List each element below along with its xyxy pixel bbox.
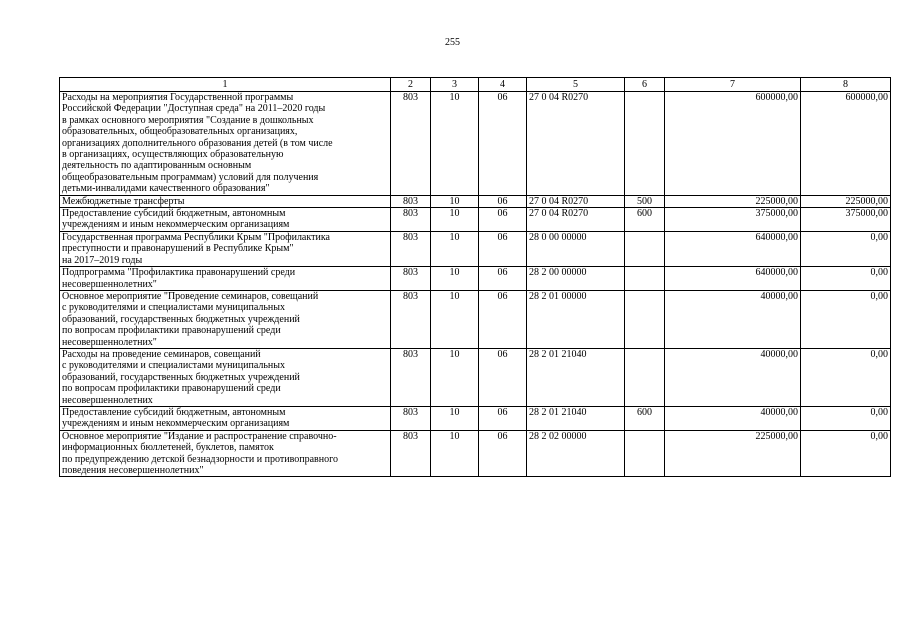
row-subsection-code: 06 bbox=[479, 290, 527, 348]
table-row bbox=[60, 406, 891, 430]
row-name: Расходы на проведение семинаров, совещаний с руководителями и специалистами муниципальных образований, государственных бюджетных учреждений по вопросам профилактики правонарушений среди несовершеннолетних bbox=[60, 348, 391, 406]
row-target-article: 28 2 01 00000 bbox=[527, 290, 625, 348]
row-section-code: 10 bbox=[431, 267, 479, 291]
row-name: Подпрограмма "Профилактика правонарушений среди несовершеннолетних" bbox=[60, 267, 391, 291]
row-department-code: 803 bbox=[391, 231, 431, 266]
row-department-code: 803 bbox=[391, 267, 431, 291]
row-expense-type bbox=[625, 267, 665, 291]
row-amount-federal: 600000,00 bbox=[801, 92, 891, 196]
row-name: Межбюджетные трансферты bbox=[60, 195, 391, 207]
row-expense-type: 600 bbox=[625, 406, 665, 430]
table-row bbox=[60, 208, 891, 232]
row-amount-federal: 0,00 bbox=[801, 430, 891, 477]
row-expense-type bbox=[625, 348, 665, 406]
table-row bbox=[60, 195, 891, 207]
row-subsection-code: 06 bbox=[479, 208, 527, 232]
row-subsection-code: 06 bbox=[479, 406, 527, 430]
row-department-code: 803 bbox=[391, 195, 431, 207]
row-subsection-code: 06 bbox=[479, 430, 527, 477]
row-amount-federal: 0,00 bbox=[801, 231, 891, 266]
row-name: Основное мероприятие "Издание и распространение справочно- информационных бюллетеней, буклетов, памяток по предупреждению детской безнадзорности и противоправного поведения несовершеннолетних" bbox=[60, 430, 391, 477]
row-amount-total: 640000,00 bbox=[665, 267, 801, 291]
row-amount-federal: 0,00 bbox=[801, 406, 891, 430]
row-name: Расходы на мероприятия Государственной программы Российской Федерации "Доступная среда" на 2011–2020 годы в рамках основного мероприятия "Создание в дошкольных образовательных, общеобразовательных организациях, организациях дополнительного образования детей (в том числе в организациях, осуществляющих образовательную деятельность по адаптированным основным общеобразовательным программам) условий для получения детьми-инвалидами качественного образования" bbox=[60, 92, 391, 196]
row-amount-total: 40000,00 bbox=[665, 348, 801, 406]
row-amount-federal: 225000,00 bbox=[801, 195, 891, 207]
row-expense-type bbox=[625, 231, 665, 266]
row-target-article: 28 2 01 21040 bbox=[527, 348, 625, 406]
row-amount-federal: 375000,00 bbox=[801, 208, 891, 232]
row-amount-total: 225000,00 bbox=[665, 430, 801, 477]
row-section-code: 10 bbox=[431, 406, 479, 430]
row-amount-total: 640000,00 bbox=[665, 231, 801, 266]
column-header: 8 bbox=[801, 78, 891, 92]
column-header: 6 bbox=[625, 78, 665, 92]
row-target-article: 27 0 04 R0270 bbox=[527, 195, 625, 207]
column-header: 3 bbox=[431, 78, 479, 92]
row-department-code: 803 bbox=[391, 430, 431, 477]
row-section-code: 10 bbox=[431, 430, 479, 477]
row-amount-federal: 0,00 bbox=[801, 267, 891, 291]
column-header: 1 bbox=[60, 78, 391, 92]
table-row bbox=[60, 430, 891, 477]
row-department-code: 803 bbox=[391, 290, 431, 348]
row-subsection-code: 06 bbox=[479, 92, 527, 196]
budget-table bbox=[59, 77, 891, 477]
row-name: Государственная программа Республики Крым "Профилактика преступности и правонарушений в Республике Крым" на 2017–2019 годы bbox=[60, 231, 391, 266]
column-header: 2 bbox=[391, 78, 431, 92]
page-number: 255 bbox=[445, 37, 460, 48]
row-target-article: 28 2 01 21040 bbox=[527, 406, 625, 430]
row-section-code: 10 bbox=[431, 290, 479, 348]
row-department-code: 803 bbox=[391, 406, 431, 430]
row-name: Предоставление субсидий бюджетным, автономным учреждениям и иным некоммерческим организациям bbox=[60, 406, 391, 430]
table-row bbox=[60, 92, 891, 196]
row-department-code: 803 bbox=[391, 208, 431, 232]
table-header-row bbox=[60, 78, 891, 92]
table-row bbox=[60, 290, 891, 348]
row-target-article: 27 0 04 R0270 bbox=[527, 208, 625, 232]
column-header: 4 bbox=[479, 78, 527, 92]
row-amount-total: 375000,00 bbox=[665, 208, 801, 232]
row-section-code: 10 bbox=[431, 348, 479, 406]
row-amount-total: 600000,00 bbox=[665, 92, 801, 196]
row-amount-total: 40000,00 bbox=[665, 406, 801, 430]
row-subsection-code: 06 bbox=[479, 195, 527, 207]
row-target-article: 28 2 02 00000 bbox=[527, 430, 625, 477]
row-name: Предоставление субсидий бюджетным, автономным учреждениям и иным некоммерческим организациям bbox=[60, 208, 391, 232]
row-department-code: 803 bbox=[391, 92, 431, 196]
row-target-article: 28 2 00 00000 bbox=[527, 267, 625, 291]
table-row bbox=[60, 267, 891, 291]
table-row bbox=[60, 231, 891, 266]
row-expense-type bbox=[625, 430, 665, 477]
row-subsection-code: 06 bbox=[479, 231, 527, 266]
row-expense-type bbox=[625, 92, 665, 196]
column-header: 5 bbox=[527, 78, 625, 92]
row-amount-total: 40000,00 bbox=[665, 290, 801, 348]
row-expense-type: 600 bbox=[625, 208, 665, 232]
row-expense-type: 500 bbox=[625, 195, 665, 207]
row-section-code: 10 bbox=[431, 195, 479, 207]
row-amount-total: 225000,00 bbox=[665, 195, 801, 207]
row-amount-federal: 0,00 bbox=[801, 348, 891, 406]
row-target-article: 28 0 00 00000 bbox=[527, 231, 625, 266]
row-subsection-code: 06 bbox=[479, 267, 527, 291]
row-department-code: 803 bbox=[391, 348, 431, 406]
row-section-code: 10 bbox=[431, 208, 479, 232]
table-row bbox=[60, 348, 891, 406]
row-target-article: 27 0 04 R0270 bbox=[527, 92, 625, 196]
row-section-code: 10 bbox=[431, 92, 479, 196]
row-name: Основное мероприятие "Проведение семинаров, совещаний с руководителями и специалистами муниципальных образований, государственных бюджетных учреждений по вопросам профилактики правонарушений среди несовершеннолетних" bbox=[60, 290, 391, 348]
row-subsection-code: 06 bbox=[479, 348, 527, 406]
column-header: 7 bbox=[665, 78, 801, 92]
row-amount-federal: 0,00 bbox=[801, 290, 891, 348]
row-section-code: 10 bbox=[431, 231, 479, 266]
row-expense-type bbox=[625, 290, 665, 348]
